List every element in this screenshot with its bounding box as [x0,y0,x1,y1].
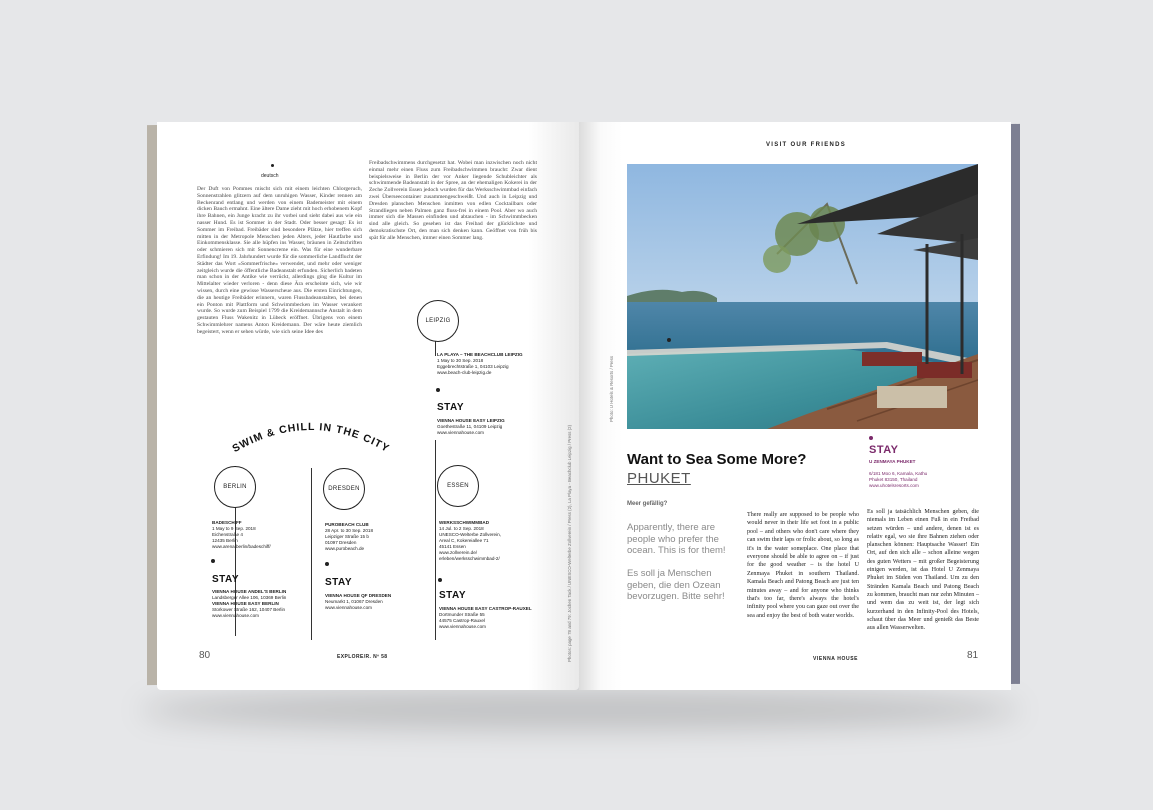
page-number-left: 80 [199,650,211,661]
page-number-right: 81 [967,650,979,661]
left-footer: EXPLORE/R. Nº 58 [337,654,388,660]
vienna-house-logo: VIENNA HOUSE [813,656,859,662]
article-subtitle: PHUKET [627,470,691,487]
essen-info: WERKSSCHWIMMBAD 14 Jul. to 2 Sep. 2018 UNESCO-Welterbe Zollverein, Areal C, Kokereiallee 71 45141 Essen www.zollverein.de/ erleben/werksschwimmbad-2/ [439,520,501,561]
dresden-stay-dot [325,562,329,566]
dresden-info: PUROBEACH CLUB 28 Apr. to 30 Sep. 2018 Leipziger Straße 15 b 01097 Dresden www.purobeach.de [325,522,374,551]
hotel-address-2: Phuket 83150, Thailand [869,477,918,482]
section-header: VISIT OUR FRIENDS [766,142,847,148]
article-column-2: Freibadschwimmens durchgesetzt hat. Wobei man inzwischen noch nicht einmal mehr einen Fluss zum Freibadschwimmen braucht: Zwar dient beispielsweise in Berlin der vor Anker liegende Schubleichter als schwimmende Badeanstalt in der Spree, an der ehemaligen Kokerei in der Zeche Zollverein Essen jedoch wurden für das Werksschwimmbad einfach zwei Überseecontainer zusammengeschweißt. Und auch in Leipzig und Dresden planschen Menschen inmitten von edlen Cocktailbars oder Strandliegen neben Palmen ganz fluss-frei in einem Pool. Aber wo auch immer sich die Massen einfinden und abtauchen - im Schwimmbecken sind alle gleich. So gesehen ist das Freibad der glücklichste und demokratischste Ort, den man sich denken kann. Geöffnet von früh bis spät für alle Menschen, immer einen Sommer lang. [369,160,537,241]
article-title: Want to Sea Some More? [627,451,807,468]
lang-dot [271,164,274,167]
city-circle-essen: ESSEN [437,465,479,507]
essen-stay-label: STAY [439,590,467,601]
intro-de: Es soll ja Menschen geben, die den Ozean bevorzugen. Bitte sehr! [627,568,725,602]
dresden-line [311,468,312,640]
intro-en: Apparently, there are people who prefer the ocean. This is for them! [627,522,726,556]
left-photo-credit: Photos: page 78 and 79: Jochen Tack / UNESCO-Welterbe Zollverein / Press (2), La Playa - Beachclub Leipzig / Press (2) [567,424,572,662]
berlin-stay-label: STAY [212,574,240,585]
right-page [579,122,1011,690]
kicker: Meer gefällig? [627,501,668,507]
hotel-url: www.uhotelsresorts.com [869,483,919,488]
hotel-name: U ZENMAYA PHUKET [869,459,916,464]
hotel-address-1: 6/181 Moo 6, Kamala, Kathu [869,471,928,476]
dresden-stay-label: STAY [325,577,353,588]
city-circle-dresden: DRESDEN [323,468,365,510]
svg-text:SWIM & CHILL IN THE CITY [230,421,391,455]
headline-text: SWIM & CHILL IN THE CITY [230,420,392,456]
article-column-1: Der Duft von Pommes mischt sich mit einem leichten Chlorgeruch, Sonnenstrahlen glitzern auf dem unruhigen Wasser, Kinder rennen am Beckenrand entlang und werden von einem Bademeister mit einem dicken Bauch ermahnt. Eine ältere Dame zieht mit hoch erhobenem Kopf ihre Bahnen, ein Junge kracht zu ihr vorbei und sieht dabei aus wie ein nasser Hund. Es ist Sommer in der Stadt. Oder besser gesagt: Es ist Sommer im Freibad. Freibäder sind besondere Plätze, hier treffen sich mitten in der Metropole Menschen jeden Alters, jeder Hautfarbe und Einkommensklasse. Sie alle hüpfen ins Wasser, bräunen in Zeitschriften oder schmieren sich mit Sonnencreme ein. Was für eine wunderbare Erfindung! Im 19. Jahrhundert wurde für die sommerliche Landflucht der Städter das Wort »Sommerfrische« verwendet, und mehr oder weniger zeitgleich wurde die öffentliche Badeanstalt erfunden. Sicherlich badeten man schon in der Antike wie verrückt, allerdings ging die Kultur im Mittelalter wieder verloren - denn diese Ära erscheinte sich, wie wir wissen, durch eine gewisse Wasserscheue aus. Die ersten Einrichtungen, die an heutige Freibäder erinnern, waren Flussbadeanstalten, bei denen ein Ponton mit Plattform und Schwimmbecken im Wasser verankert wurde. So wurde zum Beispiel 1799 die Kreidemannsche Anstalt in dem gestauten Fluss Wakenitz in Lübeck eröffnet. Übrigens von einem Schwimmlehrer namens Anton Kreidemann. Der wäre heute ziemlich begeistert, wenn er sehen würde, wie sich seine Idee des [197,186,362,335]
leipzig-stay-dot [436,388,440,392]
stay-label: STAY [869,444,899,456]
body-en: There really are supposed to be people who would never in their life set foot in a public pool – and others who don't care where they can swim their laps or frolic about, so long as it's in the water someplace. One place that everyone should be able to agree on – if just for the good weather – is the hotel U Zenmaya Phuket in southern Thailand. Kamala Beach and Patong Beach are just ten minutes away – and for anyone who thinks that's too far, there's always the hotel's infinity pool where you can gaze out over the sea and enjoy the best of both water worlds. [747,512,859,619]
essen-hotel: VIENNA HOUSE EASY CASTROP-RAUXEL Dortmunder Straße 55 44575 Castrop-Rauxel www.viennahouse.com [439,606,532,629]
leipzig-hotel: VIENNA HOUSE EASY LEIPZIG Goethestraße 11, 04109 Leipzig www.viennahouse.com [437,418,505,435]
berlin-info: BADESCHIFF 1 May to 9 Sep. 2018 Eichenstraße 4 12435 Berlin www.arena.berlin/badeschiff/ [212,520,271,549]
dresden-hotel: VIENNA HOUSE QF DRESDEN Neumarkt 1, 01067 Dresden www.viennahouse.com [325,593,392,610]
body-de: Es soll ja tatsächlich Menschen geben, die niemals im Leben einen Fuß in ein Freibad setzen würden – und andere, denen ist es relativ egal, wo sie ihre Bahnen ziehen oder planschen können: Hauptsache Wasser! Ein Ort, auf den sich alle – schon alleine wegen des guten Wetters – mit großer Begeisterung einigen werden, ist das Hotel U Zenmaya Phuket im Süden von Thailand. Um zu den Stränden Kamala Beach und Patong Beach zu kommen, braucht man nur zehn Minuten – und wem das zu weit ist, der legt sich kurzerhand in den Infinity-Pool des Hotels, schaut über das Meer und genießt das Beste aus allen Wasserwelten. [867,509,979,632]
city-circle-berlin: BERLIN [214,466,256,508]
essen-line [435,440,436,640]
right-photo-credit: Photo: U Hotels & Resorts / Press [609,355,614,422]
lang-tag: deutsch [261,173,279,179]
headline-curve [221,410,401,460]
berlin-stay-dot [211,559,215,563]
essen-stay-dot [438,578,442,582]
berlin-hotels: VIENNA HOUSE ANDEL'S BERLIN Landsberger Allee 106, 10369 Berlin VIENNA HOUSE EASY BERLIN Storkower Straße 162, 10407 Berlin www.viennahouse.com [212,589,287,618]
stay-dot [869,436,873,440]
left-page [157,122,579,690]
city-circle-leipzig: LEIPZIG [417,300,459,342]
leipzig-stay-label: STAY [437,402,465,413]
leipzig-info: LA PLAYA – THE BEACHCLUB LEIPZIG 1 May to 30 Sep. 2018 Eggebrechtstraße 1, 04103 Leipzig www.beach-club-leipzig.de [437,352,523,375]
magazine-shadow [140,690,1020,730]
hotel-info [869,459,979,489]
hotel-photo [627,164,978,429]
